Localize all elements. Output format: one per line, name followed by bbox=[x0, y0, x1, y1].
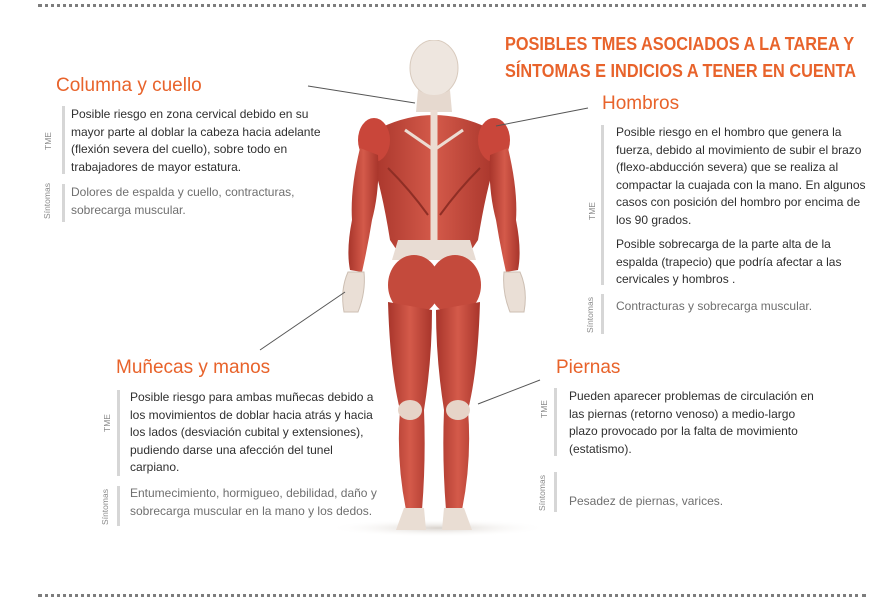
piernas-tme-text: Pueden aparecer problemas de circulación en las piernas (retorno venoso) a medio-largo plazo provocado por la falta de movimiento (estatismo). bbox=[569, 389, 814, 456]
columna-sintomas-label: Síntomas bbox=[41, 183, 52, 219]
columna-tme-text: Posible riesgo en zona cervical debido en su mayor parte al doblar la cabeza hacia adelante (flexión severa del cuello), sobre todo en trabajadores de mayor estatura. bbox=[71, 107, 321, 174]
hombros-tme-text-2: Posible sobrecarga de la parte alta de la espalda (trapecio) que podría afectar a las cervicales y hombros . bbox=[616, 237, 842, 287]
piernas-sintomas-label: Síntomas bbox=[536, 475, 547, 511]
munecas-sintomas-bar bbox=[117, 486, 120, 526]
columna-tme-bar bbox=[62, 106, 65, 174]
piernas-sintomas-text: Pesadez de piernas, varices. bbox=[569, 494, 724, 508]
piernas-tme-label: TME bbox=[538, 400, 549, 418]
piernas-tme-bar bbox=[554, 388, 557, 456]
hombros-tme-label: TME bbox=[586, 202, 597, 220]
hombros-sintomas-text: Contracturas y sobrecarga muscular. bbox=[616, 299, 813, 313]
hombros-tme-bar bbox=[601, 125, 604, 285]
columna-sintomas-text: Dolores de espalda y cuello, contracturas, sobrecarga muscular. bbox=[71, 185, 295, 217]
munecas-title: Muñecas y manos bbox=[116, 357, 271, 378]
leader-columna bbox=[308, 86, 415, 103]
hombros-sintomas-bar bbox=[601, 294, 604, 334]
munecas-tme-bar bbox=[117, 390, 120, 476]
title-line-1: POSIBLES TMES ASOCIADOS A LA TAREA Y bbox=[505, 33, 855, 54]
munecas-sintomas-label: Síntomas bbox=[99, 489, 110, 525]
munecas-tme-label: TME bbox=[101, 414, 112, 432]
munecas-tme-text: Posible riesgo para ambas muñecas debido a los movimientos de doblar hacia atrás y hacia los lados (desviación cubital y extensiones), pudiendo darse una afección del tunel carpiano. bbox=[130, 390, 374, 475]
columna-tme-label: TME bbox=[42, 132, 53, 150]
hombros-sintomas-label: Síntomas bbox=[584, 297, 595, 333]
columna-title: Columna y cuello bbox=[56, 75, 202, 96]
piernas-sintomas-bar bbox=[554, 472, 557, 512]
munecas-sintomas-text: Entumecimiento, hormigueo, debilidad, daño y sobrecarga muscular en la mano y los dedos. bbox=[130, 486, 377, 518]
leader-piernas bbox=[478, 380, 540, 404]
piernas-title: Piernas bbox=[556, 357, 621, 378]
hombros-title: Hombros bbox=[602, 93, 680, 114]
hombros-tme-text: Posible riesgo en el hombro que genera la fuerza, debido al movimiento de subir el brazo (flexo-abducción severa) que se realiza al compactar la cuajada con la mano. En algunos casos con posición del hombro por encima de los 90 grados. bbox=[616, 125, 866, 227]
title-line-2: SÍNTOMAS E INDICIOS A TENER EN CUENTA bbox=[505, 60, 856, 81]
leader-munecas bbox=[260, 292, 345, 350]
leader-hombros bbox=[496, 108, 588, 126]
columna-sintomas-bar bbox=[62, 184, 65, 222]
